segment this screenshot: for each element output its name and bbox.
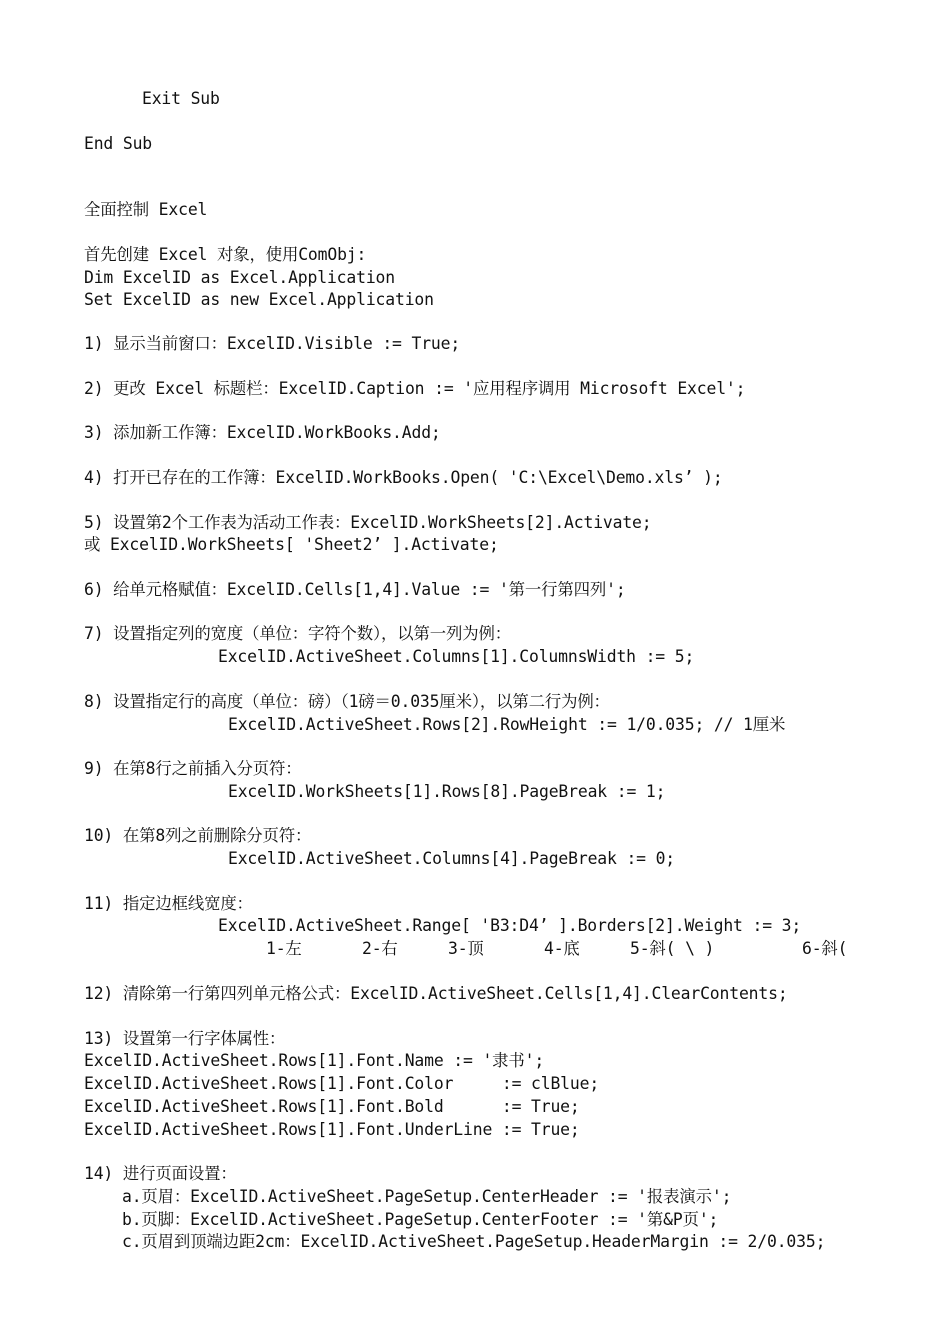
step-14-header: a.页眉：ExcelID.ActiveSheet.PageSetup.CenterHeader := '报表演示';: [122, 1187, 732, 1206]
step-14-header-margin: c.页眉到顶端边距2cm：ExcelID.ActiveSheet.PageSetup.HeaderMargin := 2/0.035;: [122, 1232, 826, 1251]
code-line-set: Set ExcelID as new Excel.Application: [84, 290, 434, 309]
step-10-code: ExcelID.ActiveSheet.Columns[4].PageBreak := 0;: [228, 849, 676, 868]
border-option-right: 2-右: [362, 939, 398, 958]
step-8: 8) 设置指定行的高度（单位：磅）（1磅＝0.035厘米），以第二行为例：: [84, 692, 610, 711]
step-14-footer: b.页脚：ExcelID.ActiveSheet.PageSetup.CenterFooter := '第&P页';: [122, 1210, 719, 1229]
step-5-alt: 或 ExcelID.WorkSheets[ 'Sheet2’ ].Activate;: [84, 535, 499, 554]
section-title: 全面控制 Excel: [84, 200, 208, 219]
step-13: 13) 设置第一行字体属性：: [84, 1029, 286, 1048]
code-line-exit-sub: Exit Sub: [142, 89, 220, 108]
step-3: 3) 添加新工作簿：ExcelID.WorkBooks.Add;: [84, 423, 441, 442]
border-option-diagonal-2: 6-斜(: [802, 939, 848, 958]
step-1: 1) 显示当前窗口：ExcelID.Visible := True;: [84, 334, 461, 353]
step-7-code: ExcelID.ActiveSheet.Columns[1].ColumnsWidth := 5;: [218, 647, 695, 666]
step-4: 4) 打开已存在的工作簿：ExcelID.WorkBooks.Open( 'C:\Excel\Demo.xls’ );: [84, 468, 723, 487]
border-option-left: 1-左: [266, 939, 302, 958]
step-13-code-font-underline: ExcelID.ActiveSheet.Rows[1].Font.UnderLine := True;: [84, 1120, 580, 1139]
code-line-dim: Dim ExcelID as Excel.Application: [84, 268, 395, 287]
step-12: 12) 清除第一行第四列单元格公式：ExcelID.ActiveSheet.Cells[1,4].ClearContents;: [84, 984, 788, 1003]
step-11: 11) 指定边框线宽度：: [84, 894, 253, 913]
step-6: 6) 给单元格赋值：ExcelID.Cells[1,4].Value := '第一行第四列';: [84, 580, 626, 599]
step-13-code-font-name: ExcelID.ActiveSheet.Rows[1].Font.Name := '隶书';: [84, 1051, 545, 1070]
step-2: 2) 更改 Excel 标题栏：ExcelID.Caption := '应用程序调用 Microsoft Excel';: [84, 379, 746, 398]
border-option-bottom: 4-底: [544, 939, 580, 958]
step-9: 9) 在第8行之前插入分页符：: [84, 759, 302, 778]
intro-text: 首先创建 Excel 对象，使用ComObj:: [84, 245, 367, 264]
step-9-code: ExcelID.WorkSheets[1].Rows[8].PageBreak := 1;: [228, 782, 666, 801]
step-13-code-font-bold: ExcelID.ActiveSheet.Rows[1].Font.Bold := True;: [84, 1097, 580, 1116]
code-line-end-sub: End Sub: [84, 134, 153, 153]
step-7: 7) 设置指定列的宽度（单位：字符个数），以第一列为例：: [84, 624, 511, 643]
step-11-code: ExcelID.ActiveSheet.Range[ 'B3:D4’ ].Borders[2].Weight := 3;: [218, 916, 802, 935]
border-option-diagonal-1: 5-斜( \ ): [630, 939, 715, 958]
step-8-code: ExcelID.ActiveSheet.Rows[2].RowHeight := 1/0.035; // 1厘米: [228, 715, 786, 734]
step-10: 10) 在第8列之前删除分页符：: [84, 826, 312, 845]
step-14: 14) 进行页面设置：: [84, 1164, 237, 1183]
border-option-top: 3-顶: [448, 939, 484, 958]
step-5: 5) 设置第2个工作表为活动工作表：ExcelID.WorkSheets[2].Activate;: [84, 513, 652, 532]
step-13-code-font-color: ExcelID.ActiveSheet.Rows[1].Font.Color := clBlue;: [84, 1074, 600, 1093]
